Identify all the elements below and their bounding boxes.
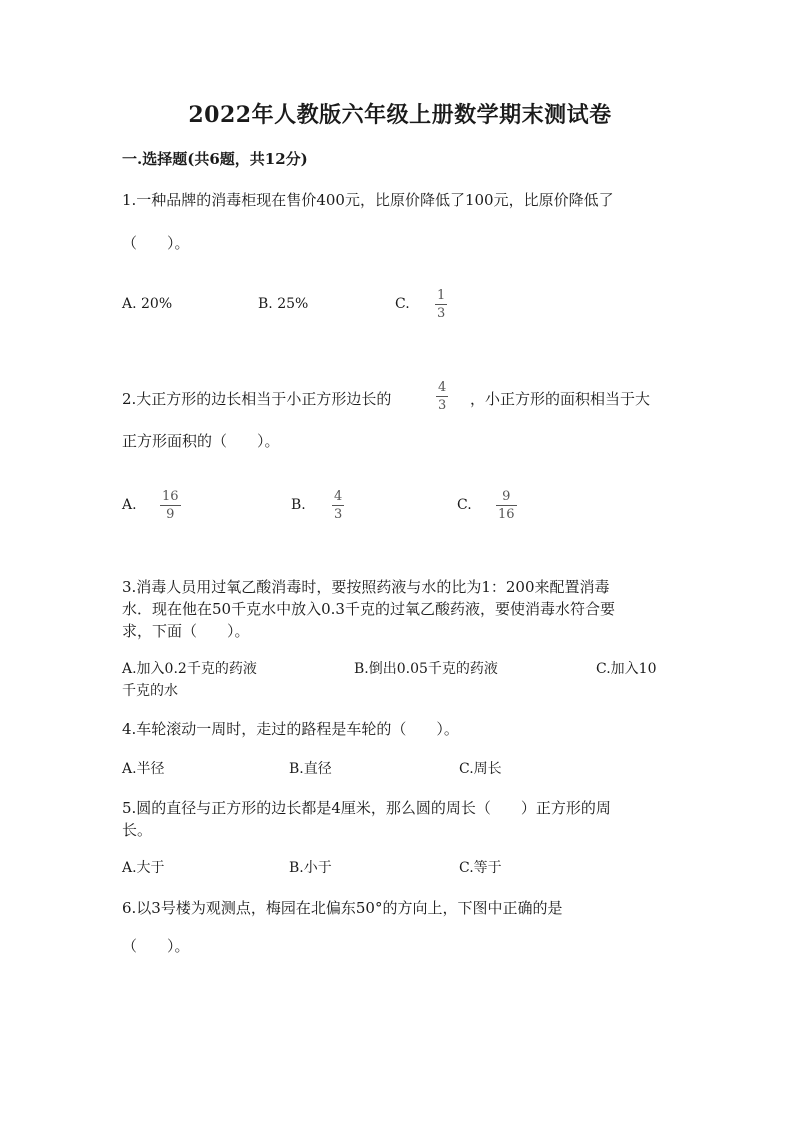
question-1-option-a: A. 20% — [122, 296, 173, 312]
question-2-option-b-fraction — [332, 490, 344, 521]
question-5-option-c: C.等于 — [459, 860, 502, 876]
fraction-denominator: 16 — [498, 507, 515, 522]
question-2-option-a: A. — [122, 497, 137, 513]
question-1-text: 1.一种品牌的消毒柜现在售价400元，比原价降低了100元，比原价降低了 — [122, 191, 614, 209]
fraction-numerator: 4 — [438, 380, 447, 395]
question-2-fraction — [436, 381, 448, 412]
section-heading: 一.选择题(共6题，共12分) — [122, 150, 308, 168]
page-title: 2022年人教版六年级上册数学期末测试卷 — [188, 102, 612, 128]
question-2-option-c: C. — [457, 497, 472, 513]
question-4-text: 4.车轮滚动一周时，走过的路程是车轮的（ ）。 — [122, 720, 459, 738]
question-3-option-c-cont: 千克的水 — [122, 683, 178, 699]
question-5-text-cont: 长。 — [122, 821, 153, 839]
fraction-denominator: 3 — [334, 507, 343, 522]
question-2-option-b: B. — [291, 497, 306, 513]
question-2-option-c-fraction — [496, 490, 517, 521]
question-2-text: 2.大正方形的边长相当于小正方形边长的 — [122, 390, 392, 408]
question-2-option-a-fraction — [160, 490, 181, 521]
fraction-denominator: 3 — [437, 306, 446, 321]
question-3-option-b: B.倒出0.05千克的药液 — [354, 661, 498, 677]
question-3-option-a: A.加入0.2千克的药液 — [122, 661, 257, 677]
question-4-option-c: C.周长 — [459, 761, 502, 777]
question-3-text-cont: 水．现在他在50千克水中放入0.3千克的过氧乙酸药液，要使消毒水符合要 — [122, 600, 615, 618]
question-3-option-c: C.加入10 — [596, 661, 657, 677]
question-5-option-b: B.小于 — [289, 860, 332, 876]
fraction-numerator: 9 — [502, 489, 511, 504]
question-2-text-part2: ，小正方形的面积相当于大 — [470, 390, 651, 408]
fraction-denominator: 3 — [438, 398, 447, 413]
question-3-text-cont-2: 求，下面（ ）。 — [122, 622, 250, 640]
question-1-text-cont: （ ）。 — [122, 234, 190, 252]
question-4-option-a: A.半径 — [122, 761, 165, 777]
question-2-text-cont: 正方形面积的（ ）。 — [122, 432, 280, 450]
question-6-text-cont: （ ）。 — [122, 937, 190, 955]
question-1-option-c-fraction — [435, 289, 447, 320]
fraction-numerator: 4 — [334, 489, 343, 504]
question-1-option-b: B. 25% — [258, 296, 309, 312]
question-5-option-a: A.大于 — [122, 860, 165, 876]
question-1-option-c: C. — [395, 296, 410, 312]
fraction-denominator: 9 — [166, 507, 175, 522]
fraction-numerator: 16 — [162, 489, 179, 504]
question-3-text: 3.消毒人员用过氧乙酸消毒时，要按照药液与水的比为1：200来配置消毒 — [122, 578, 610, 596]
question-5-text: 5.圆的直径与正方形的边长都是4厘米，那么圆的周长（ ）正方形的周 — [122, 799, 611, 817]
question-6-text: 6.以3号楼为观测点，梅园在北偏东50°的方向上，下图中正确的是 — [122, 899, 563, 917]
fraction-numerator: 1 — [437, 288, 446, 303]
question-4-option-b: B.直径 — [289, 761, 332, 777]
